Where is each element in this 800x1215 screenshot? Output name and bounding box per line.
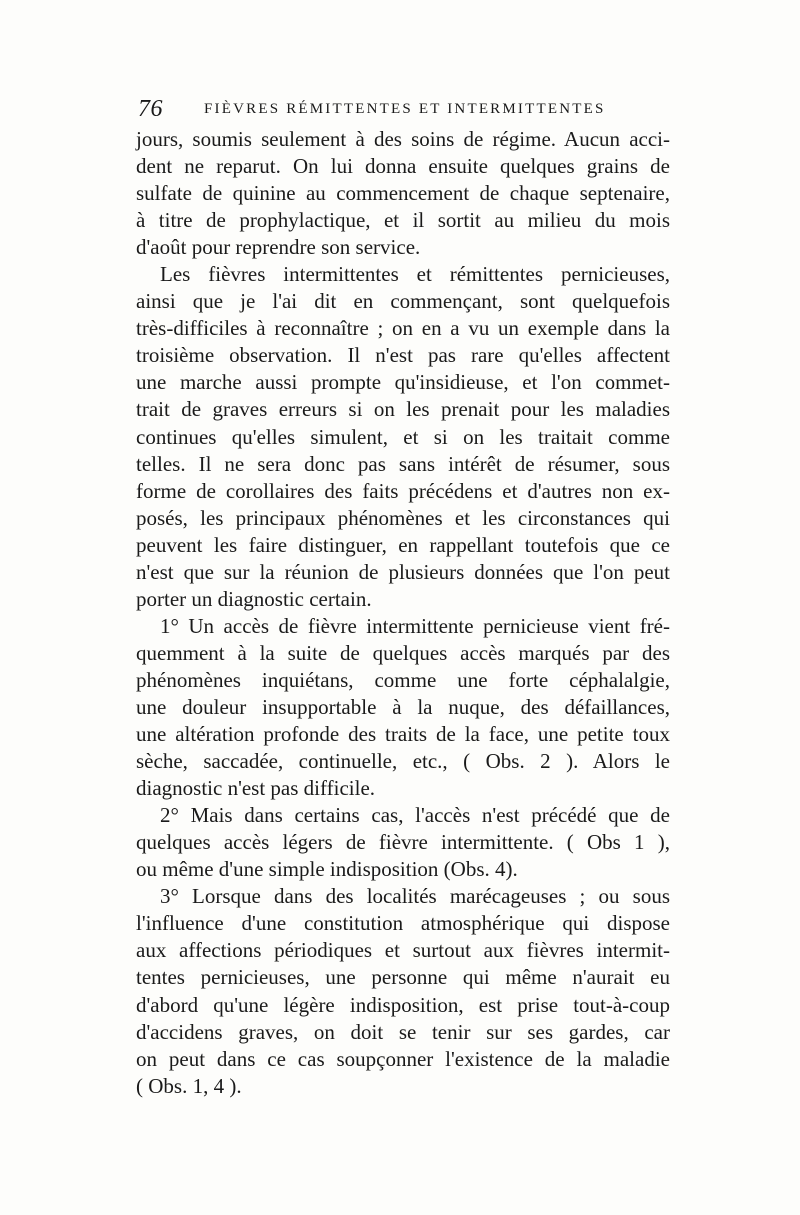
text-line: phénomènes inquiétans, comme une forte céphalalgie, [136,667,670,692]
text-line: 2° Mais dans certains cas, l'accès n'est précédé que de [160,803,670,828]
text-line: porter un diagnostic certain. [136,586,372,611]
text-line: posés, les principaux phénomènes et les circonstances qui [136,505,670,530]
running-head [138,96,668,126]
text-line: tentes pernicieuses, une personne qui même n'aurait eu [136,965,670,990]
text-line: une altération profonde des traits de la face, une petite toux [136,722,670,747]
text-line: n'est que sur la réunion de plusieurs données que l'on peut [136,559,670,584]
text-line: sulfate de quinine au commencement de chaque septenaire, [136,181,670,206]
text-line: Les fièvres intermittentes et rémittentes pernicieuses, [160,262,670,287]
text-line: ainsi que je l'ai dit en commençant, sont quelquefois [136,289,670,314]
text-line: continues qu'elles simulent, et si on les traitait comme [136,424,670,449]
page-number: 76 [138,96,163,122]
text-line: telles. Il ne sera donc pas sans intérêt de résumer, sous [136,451,670,476]
text-line: quemment à la suite de quelques accès marqués par des [136,640,670,665]
text-line: à titre de prophylactique, et il sortit au milieu du mois [136,208,670,233]
text-line: 1° Un accès de fièvre intermittente pernicieuse vient fré- [160,613,670,638]
text-line: forme de corollaires des faits précédens et d'autres non ex- [136,478,670,503]
text-line: trait de graves erreurs si on les prenait pour les maladies [136,397,670,422]
text-line: troisième observation. Il n'est pas rare qu'elles affectent [136,343,670,368]
text-line: diagnostic n'est pas difficile. [136,776,376,801]
body-text [136,126,670,1100]
text-line: l'influence d'une constitution atmosphérique qui dispose [136,911,670,936]
running-title: FIÈVRES RÉMITTENTES ET INTERMITTENTES [204,101,606,117]
text-line: dent ne reparut. On lui donna ensuite quelques grains de [136,154,670,179]
text-line: d'accidens graves, on doit se tenir sur ses gardes, car [136,1019,670,1044]
text-line: une marche aussi prompte qu'insidieuse, et l'on commet- [136,370,670,395]
text-line: jours, soumis seulement à des soins de régime. Aucun acci- [136,127,670,151]
text-line: ou même d'une simple indisposition (Obs. 4). [136,857,518,882]
text-line: quelques accès légers de fièvre intermittente. ( Obs 1 ), [136,830,670,855]
text-line: peuvent les faire distinguer, en rappellant toutefois que ce [136,532,670,557]
text-line: 3° Lorsque dans des localités marécageuses ; ou sous [160,884,670,909]
text-line: on peut dans ce cas soupçonner l'existence de la maladie [136,1046,670,1071]
text-line: aux affections périodiques et surtout aux fièvres intermit- [136,938,670,963]
text-line: sèche, saccadée, continuelle, etc., ( Obs. 2 ). Alors le [136,749,670,774]
text-line: d'août pour reprendre son service. [136,235,421,260]
text-line: une douleur insupportable à la nuque, des défaillances, [136,694,670,719]
text-line: très-difficiles à reconnaître ; on en a vu un exemple dans la [136,316,670,341]
text-line: ( Obs. 1, 4 ). [136,1073,242,1098]
text-line: d'abord qu'une légère indisposition, est prise tout-à-coup [136,992,670,1017]
